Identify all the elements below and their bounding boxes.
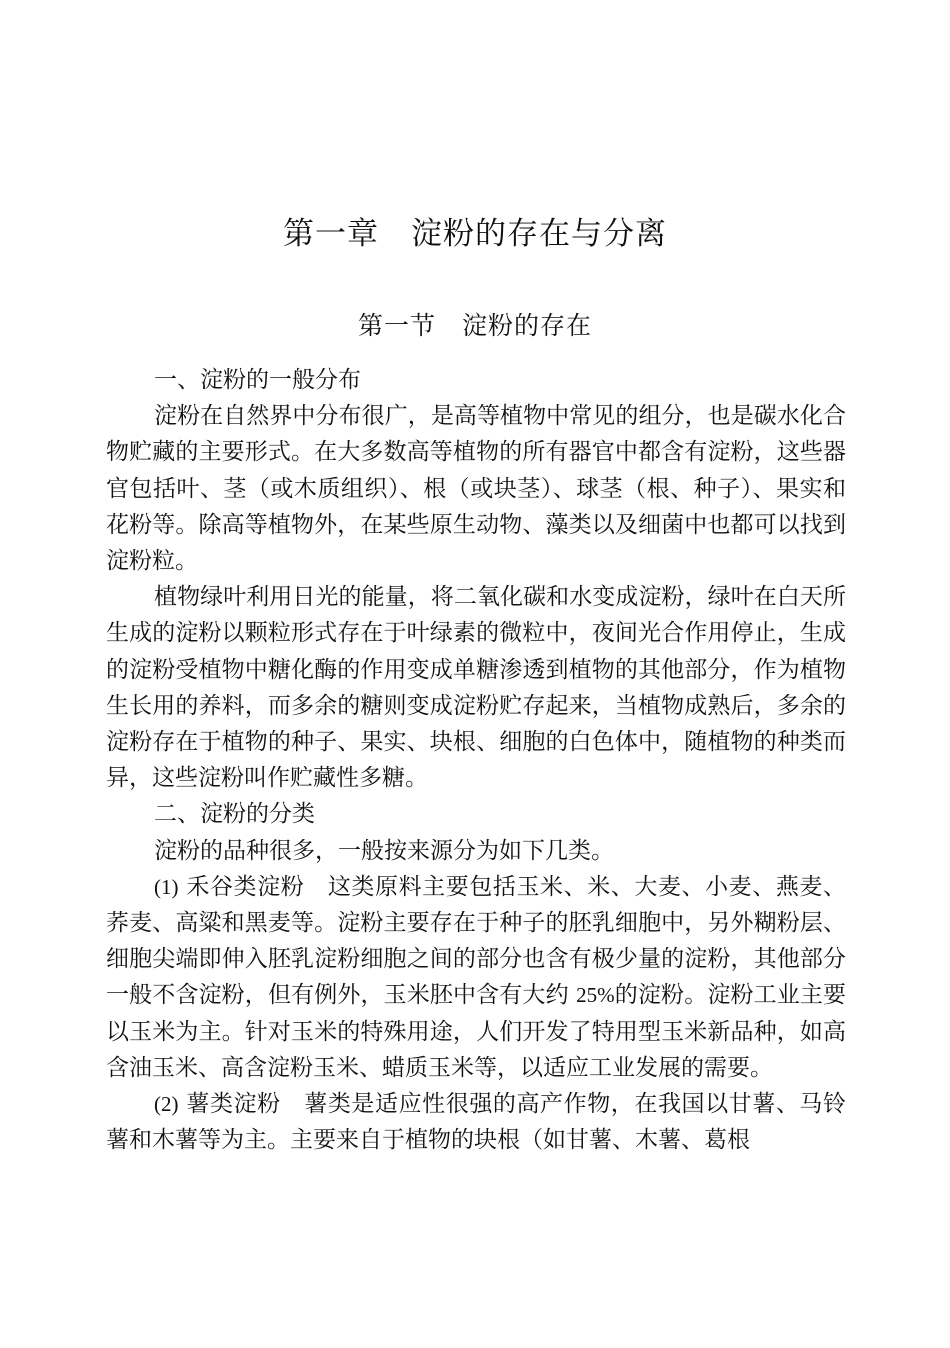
- paragraph: 淀粉在自然界中分布很广，是高等植物中常见的组分，也是碳水化合物贮藏的主要形式。在大多数高等植物的所有器官中都含有淀粉，这些器官包括叶、茎（或木质组织）、根（或块茎）、球茎（根、种子）、果实和花粉等。除高等植物外，在某些原生动物、藻类以及细菌中也都可以找到淀粉粒。: [106, 403, 846, 575]
- list-text: 薯类淀粉 薯类是适应性很强的高产作物，在我国以甘薯、马铃薯和木薯等为主。主要来自于植物的块根（如甘薯、木薯、葛根: [106, 1091, 846, 1154]
- subsection-heading-2: 二、淀粉的分类: [154, 801, 315, 828]
- list-item-1: [106, 869, 846, 1086]
- chapter-title: 第一章 淀粉的存在与分离: [283, 216, 667, 252]
- subsection-heading-1: 一、淀粉的一般分布: [154, 367, 361, 393]
- list-text: 禾谷类淀粉 这类原料主要包括玉米、米、大麦、小麦、燕麦、荞麦、高粱和黑麦等。淀粉主要存在于种子的胚乳细胞中，另外糊粉层、细胞尖端即伸入胚乳淀粉细胞之间的部分也含有极少量的淀粉，其他部分一般不含淀粉，但有例外，玉米胚中含有大约: [106, 873, 846, 1009]
- list-number: (2): [154, 1092, 179, 1117]
- body-text: [106, 362, 846, 1158]
- section-title: 第一节 淀粉的存在: [357, 311, 592, 340]
- list-item-2: [106, 1086, 846, 1158]
- paragraph: 植物绿叶利用日光的能量，将二氧化碳和水变成淀粉，绿叶在白天所生成的淀粉以颗粒形式存在于叶绿素的微粒中，夜间光合作用停止，生成的淀粉受植物中糖化酶的作用变成单糖渗透到植物的其他部分，作为植物生长用的养料，而多余的糖则变成淀粉贮存起来，当植物成熟后，多余的淀粉存在于植物的种子、果实、块根、细胞的白色体中，随植物的种类而异，这些淀粉叫作贮藏性多糖。: [106, 584, 846, 792]
- paragraph: 淀粉的品种很多，一般按来源分为如下几类。: [154, 837, 614, 864]
- percentage-value: 25%: [576, 983, 615, 1008]
- list-number: (1): [154, 874, 179, 899]
- list-text: 的淀粉。淀粉工业主要以玉米为主。针对玉米的特殊用途，人们开发了特用型玉米新品种，如高含油玉米、高含淀粉玉米、蜡质玉米等，以适应工业发展的需要。: [106, 982, 847, 1081]
